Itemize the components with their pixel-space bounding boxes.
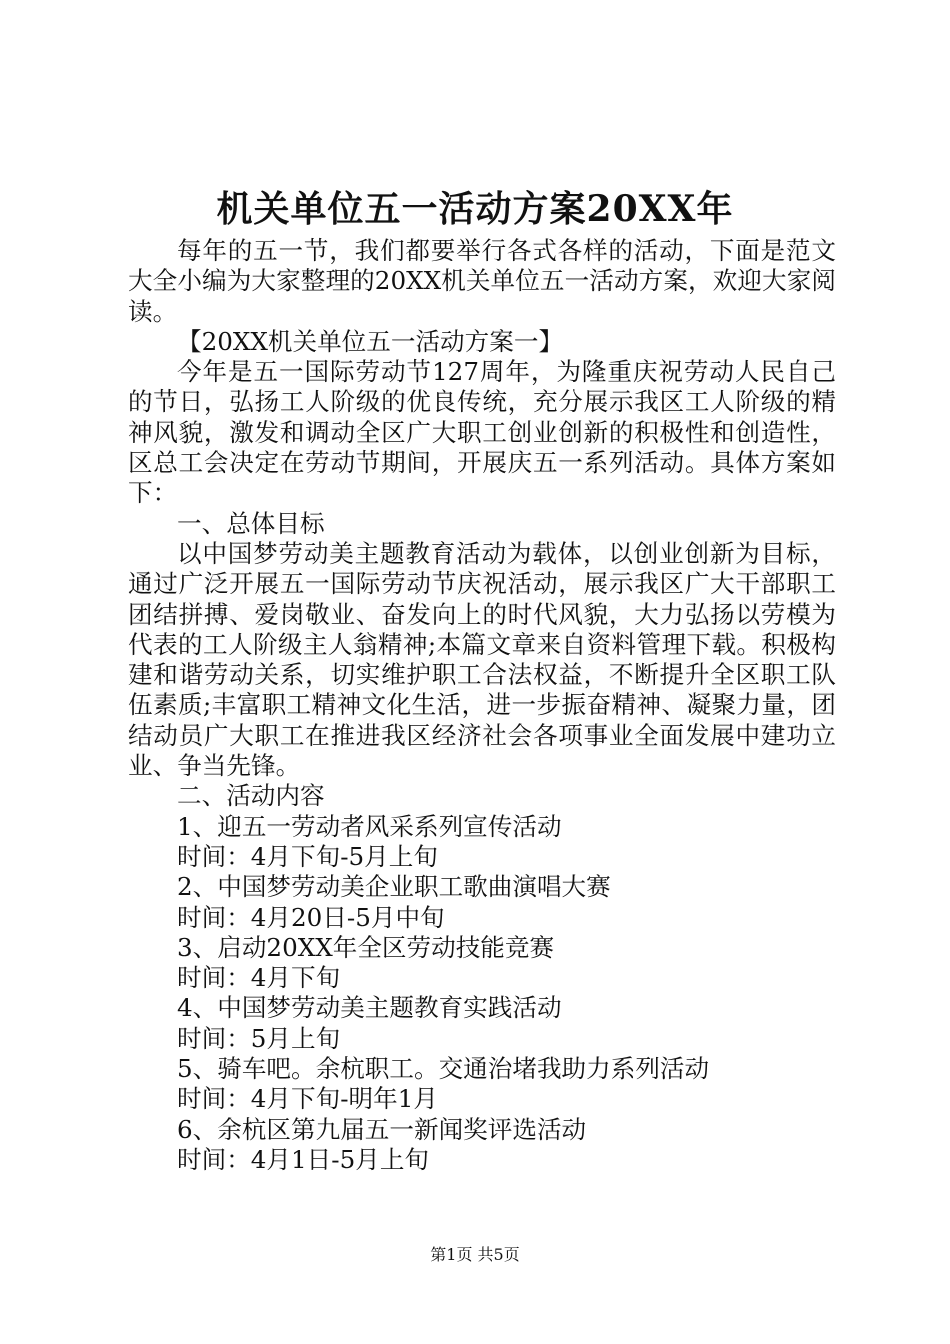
activity-item: 5、骑车吧。余杭职工。交通治堵我助力系列活动 bbox=[177, 1054, 710, 1084]
activity-item: 3、启动20XX年全区劳动技能竞赛 bbox=[177, 932, 555, 962]
activity-item: 1、迎五一劳动者风采系列宣传活动 bbox=[177, 811, 562, 841]
activity-time: 时间：4月1日-5月上旬 bbox=[177, 1144, 430, 1174]
activity-time: 时间：4月下旬 bbox=[177, 963, 341, 993]
body-paragraph-1: 今年是五一国际劳动节127周年，为隆重庆祝劳动人民自己的节日，弘扬工人阶级的优良传统，充分展示我区工人阶级的精神风貌，激发和调动全区广大职工创业创新的积极性和创造性，区总工会决定在劳动节期间，开展庆五一系列活动。具体方案如下： bbox=[128, 357, 836, 508]
activity-time: 时间：4月下旬-5月上旬 bbox=[177, 841, 438, 871]
section-heading-2: 二、活动内容 bbox=[177, 781, 325, 811]
document-body bbox=[128, 236, 836, 1175]
body-paragraph-2: 以中国梦劳动美主题教育活动为载体，以创业创新为目标，通过广泛开展五一国际劳动节庆祝活动，展示我区广大干部职工团结拼搏、爱岗敬业、奋发向上的时代风貌，大力弘扬以劳模为代表的工人阶级主人翁精神;本篇文章来自资料管理下载。积极构建和谐劳动关系，切实维护职工合法权益，不断提升全区职工队伍素质;丰富职工精神文化生活，进一步振奋精神、凝聚力量，团结动员广大职工在推进我区经济社会各项事业全面发展中建功立业、争当先锋。 bbox=[128, 538, 836, 781]
section-heading-1: 一、总体目标 bbox=[177, 508, 325, 538]
activity-time: 时间：4月20日-5月中旬 bbox=[177, 902, 445, 932]
activity-item: 4、中国梦劳动美主题教育实践活动 bbox=[177, 993, 562, 1023]
document-title: 机关单位五一活动方案20XX年 bbox=[216, 188, 734, 230]
page-footer: 第1页 共5页 bbox=[430, 1245, 520, 1264]
activity-time: 时间：4月下旬-明年1月 bbox=[177, 1084, 438, 1114]
activity-item: 6、余杭区第九届五一新闻奖评选活动 bbox=[177, 1114, 587, 1144]
plan-heading: 【20XX机关单位五一活动方案一】 bbox=[177, 326, 564, 356]
activity-item: 2、中国梦劳动美企业职工歌曲演唱大赛 bbox=[177, 872, 611, 902]
intro-paragraph: 每年的五一节，我们都要举行各式各样的活动，下面是范文大全小编为大家整理的20XX机关单位五一活动方案，欢迎大家阅读。 bbox=[128, 236, 836, 326]
activity-time: 时间：5月上旬 bbox=[177, 1023, 341, 1053]
